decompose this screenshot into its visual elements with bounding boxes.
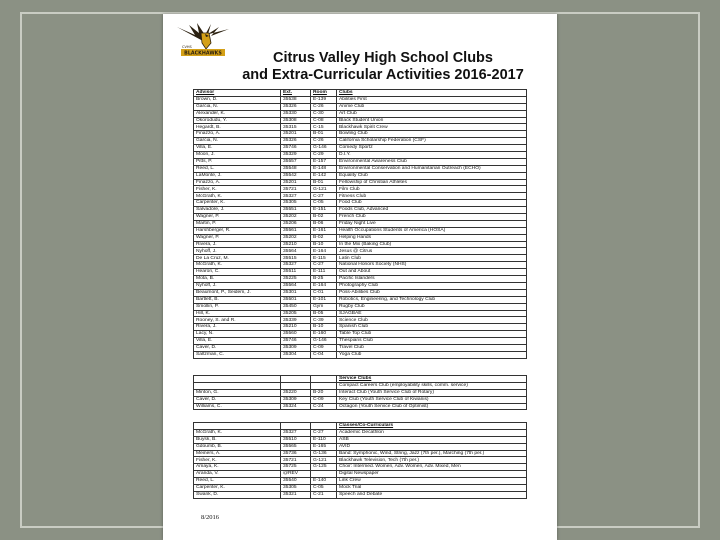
table-cell: 35225 <box>281 276 311 283</box>
table-cell: Out and About <box>337 269 527 276</box>
table-cell: Blackhawk Television, Tech (7th per.) <box>337 457 527 464</box>
table-cell: Environmental Conservation and Humanitarian Outreach (ECHO) <box>337 165 527 172</box>
hawk-wing-left <box>177 23 205 41</box>
table-cell: 35304 <box>281 351 311 358</box>
table-cell: Nyhoff, J. <box>194 282 281 289</box>
table-cell: Art Club <box>337 110 527 117</box>
table-cell: E-157 <box>311 158 337 165</box>
table-cell: Minton, G. <box>194 389 281 396</box>
table-cell: Carpenter, K. <box>194 485 281 492</box>
table-row <box>194 296 527 303</box>
table-cell: Digital Newspaper <box>337 471 527 478</box>
table-cell: Beaumont, P., Seidem, J. <box>194 289 281 296</box>
table-cell: C-26 <box>311 103 337 110</box>
table-cell: Health Occupations Students of America (HOSA) <box>337 227 527 234</box>
column-header: Advisor <box>194 90 281 97</box>
table-row <box>194 382 527 389</box>
table-cell: Salvadore, J. <box>194 207 281 214</box>
table-cell: B-05 <box>311 310 337 317</box>
table-cell: 35721 <box>281 186 311 193</box>
logo-banner-text: BLACKHAWKS <box>184 51 222 57</box>
table-row <box>194 351 527 358</box>
table-cell: Carpenter, K. <box>194 200 281 207</box>
table-cell: Hearon, C. <box>194 269 281 276</box>
table-row <box>194 214 527 221</box>
table-row <box>194 471 527 478</box>
table-cell: Rooney, S. and R. <box>194 317 281 324</box>
table-cell: 35542 <box>281 172 311 179</box>
table-cell: Speech and Debate <box>337 491 527 498</box>
table-cell: 35321 <box>281 491 311 498</box>
table-cell: E-140 <box>311 478 337 485</box>
table-row <box>194 234 527 241</box>
table-cell: E-161 <box>311 227 337 234</box>
table-cell: Amaya, K. <box>194 464 281 471</box>
table-cell: Hegardt, B. <box>194 124 281 131</box>
table-cell: Fisher, K. <box>194 186 281 193</box>
table-cell: Caver, D. <box>194 396 281 403</box>
table-cell: 35538 <box>281 96 311 103</box>
table-cell: Abilities First <box>337 96 527 103</box>
table-row <box>194 464 527 471</box>
table-cell: Buysk, B. <box>194 436 281 443</box>
table-cell: Rivera, J. <box>194 241 281 248</box>
table-cell: Environmental Awareness Club <box>337 158 527 165</box>
table-cell: Thespians Club <box>337 338 527 345</box>
table-cell: E-101 <box>311 296 337 303</box>
table-cell: Spanish Club <box>337 324 527 331</box>
table-cell: B-06 <box>311 220 337 227</box>
table-cell: 35308 <box>281 117 311 124</box>
table-cell <box>281 382 311 389</box>
table-cell: Comedy Sportz <box>337 145 527 152</box>
column-header: Service Clubs <box>337 376 527 383</box>
table-row <box>194 248 527 255</box>
table-cell: C-21 <box>311 491 337 498</box>
table-cell: B-10 <box>311 324 337 331</box>
table-cell: 35205 <box>281 310 311 317</box>
table-cell: E-139 <box>311 96 337 103</box>
table-cell: Travel Club <box>337 344 527 351</box>
table-cell: Finazzo, A. <box>194 131 281 138</box>
table-cell: Swank, D. <box>194 491 281 498</box>
table-cell: 35327 <box>281 429 311 436</box>
table-cell: Food Club <box>337 200 527 207</box>
table-row <box>194 429 527 436</box>
table-cell: Photography Club <box>337 282 527 289</box>
table-cell: 35515 <box>281 255 311 262</box>
table-cell: McGrath, K. <box>194 193 281 200</box>
table-cell: 35510 <box>281 436 311 443</box>
table-header-row <box>194 423 527 430</box>
table-cell: C-01 <box>311 289 337 296</box>
table-cell <box>194 382 281 389</box>
table-cell: Garcia, N. <box>194 103 281 110</box>
table-row <box>194 110 527 117</box>
table-row <box>194 485 527 492</box>
table-cell <box>311 471 337 478</box>
table-row <box>194 276 527 283</box>
table-cell: 35746 <box>281 145 311 152</box>
table-cell: 35305 <box>281 200 311 207</box>
document-page <box>163 14 557 540</box>
table-cell: E-165 <box>311 443 337 450</box>
table-cell: C-26 <box>311 138 337 145</box>
table-cell: Rivera, J. <box>194 324 281 331</box>
table-row <box>194 145 527 152</box>
clubs-table <box>193 89 527 359</box>
column-header <box>281 423 311 430</box>
table-row <box>194 289 527 296</box>
table-cell: G-146 <box>311 338 337 345</box>
document-title <box>233 50 533 84</box>
table-cell: ASB <box>337 436 527 443</box>
blackhawk-logo <box>175 21 231 61</box>
footer-date: 8/2016 <box>201 514 220 521</box>
table-cell: Garcia, N. <box>194 138 281 145</box>
table-cell: 35201 <box>281 131 311 138</box>
table-cell: Robotics, Engineering, and Technology Club <box>337 296 527 303</box>
table-cell: 35561 <box>281 227 311 234</box>
table-cell: B-10 <box>311 241 337 248</box>
table-cell: Lacy, N. <box>194 331 281 338</box>
table-cell: Interact Club (Youth Service Club of Rotary) <box>337 389 527 396</box>
table-cell: 35746 <box>281 338 311 345</box>
table-cell: Alexander, K. <box>194 110 281 117</box>
table-cell: 35309 <box>281 396 311 403</box>
table-row <box>194 158 527 165</box>
title-line-1: Citrus Valley High School Clubs <box>273 50 493 66</box>
table-cell: 35305 <box>281 485 311 492</box>
table-cell: Smollin, P. <box>194 303 281 310</box>
table-row <box>194 96 527 103</box>
table-cell: C-27 <box>311 262 337 269</box>
table-header-row <box>194 376 527 383</box>
table-cell: C-09 <box>311 344 337 351</box>
table-cell: C-39 <box>311 317 337 324</box>
table-cell: 35560 <box>281 331 311 338</box>
table-row <box>194 282 527 289</box>
table-cell: 35551 <box>281 207 311 214</box>
table-cell: C-30 <box>311 110 337 117</box>
table-cell: Reed, L. <box>194 478 281 485</box>
table-cell: Villa, E. <box>194 145 281 152</box>
table-cell: Octagon (Youth Service Club of Optimist) <box>337 403 527 410</box>
table-cell: E-160 <box>311 331 337 338</box>
table-cell: Pacific Islanders <box>337 276 527 283</box>
table-cell: 35202 <box>281 234 311 241</box>
table-cell: D.I.Y. <box>337 152 527 159</box>
table-cell: Finazzo, A. <box>194 179 281 186</box>
table-cell: Compact Careers Club (employability skills, comm. service) <box>337 382 527 389</box>
table-cell: C-05 <box>311 485 337 492</box>
table-cell: E-115 <box>311 255 337 262</box>
table-row <box>194 227 527 234</box>
table-cell: B-25 <box>311 276 337 283</box>
table-row <box>194 269 527 276</box>
table-cell: Gym <box>311 303 337 310</box>
table-row <box>194 255 527 262</box>
table-cell: Foods Club, Advanced <box>337 207 527 214</box>
table-row <box>194 478 527 485</box>
table-cell: G-121 <box>311 186 337 193</box>
table-cell: Pitts, P. <box>194 158 281 165</box>
table-cell: 35339 <box>281 317 311 324</box>
table-cell: McGrath, K. <box>194 262 281 269</box>
table-cell: 35548 <box>281 165 311 172</box>
table-cell: 35540 <box>281 478 311 485</box>
service-clubs-table <box>193 375 527 410</box>
table-cell: 35721 <box>281 457 311 464</box>
table-cell: 35725 <box>281 464 311 471</box>
table-row <box>194 172 527 179</box>
table-cell: Reed, L. <box>194 165 281 172</box>
table-cell: Fellowship of Christian Athletes <box>337 179 527 186</box>
table-cell: Bartlett, B. <box>194 296 281 303</box>
table-cell: C-04 <box>311 351 337 358</box>
table-cell: Anime Club <box>337 103 527 110</box>
table-cell: 35324 <box>281 403 311 410</box>
table-row <box>194 491 527 498</box>
table-cell: Link Crew <box>337 478 527 485</box>
table-cell: C-05 <box>311 200 337 207</box>
table-cell: E-164 <box>311 282 337 289</box>
table-cell: Martin, P. <box>194 220 281 227</box>
table-cell: 35210 <box>281 324 311 331</box>
table-row <box>194 338 527 345</box>
table-cell: Aranda, V. <box>194 471 281 478</box>
table-cell: French Club <box>337 214 527 221</box>
table-cell: Blackhawk Spirit Crew <box>337 124 527 131</box>
table-header-row <box>194 90 527 97</box>
table-cell: 35501 <box>281 296 311 303</box>
column-header <box>311 423 337 430</box>
table-row <box>194 303 527 310</box>
table-cell: 35565 <box>281 443 311 450</box>
table-row <box>194 262 527 269</box>
table-row <box>194 124 527 131</box>
table-row <box>194 396 527 403</box>
table-cell: Yoga Club <box>337 351 527 358</box>
title-line-2: and Extra-Curricular Activities 2016-2017 <box>242 67 524 83</box>
table-cell: Hill, K. <box>194 310 281 317</box>
table-row <box>194 103 527 110</box>
table-cell: 35736 <box>281 450 311 457</box>
table-cell: Helping Hands <box>337 234 527 241</box>
table-cell: De La Cruz, M. <box>194 255 281 262</box>
table-cell: 35327 <box>281 262 311 269</box>
table-cell: Villa, E. <box>194 338 281 345</box>
table-row <box>194 186 527 193</box>
table-cell: C-29 <box>311 152 337 159</box>
table-cell: 35511 <box>281 269 311 276</box>
table-row <box>194 152 527 159</box>
table-cell: Nyhoff, J. <box>194 248 281 255</box>
table-cell: Film Club <box>337 186 527 193</box>
table-cell: Okorodudu, Y. <box>194 117 281 124</box>
table-cell: 35450 <box>281 303 311 310</box>
table-cell: 35329 <box>281 152 311 159</box>
table-cell: E-164 <box>311 248 337 255</box>
table-cell: B-02 <box>311 214 337 221</box>
table-cell: Caver, D. <box>194 344 281 351</box>
table-cell: Harshberger, R. <box>194 227 281 234</box>
table-cell: C-24 <box>311 403 337 410</box>
table-cell: 35315 <box>281 124 311 131</box>
column-header <box>194 423 281 430</box>
table-cell: 35210 <box>281 241 311 248</box>
table-cell: 35557 <box>281 158 311 165</box>
table-cell: B-02 <box>311 234 337 241</box>
table-cell: Bowling Club <box>337 131 527 138</box>
table-row <box>194 310 527 317</box>
table-cell: McGrath, K. <box>194 429 281 436</box>
table-cell: Latin Club <box>337 255 527 262</box>
table-row <box>194 436 527 443</box>
table-row <box>194 403 527 410</box>
table-row <box>194 450 527 457</box>
table-row <box>194 443 527 450</box>
table-cell: LaMonte, J. <box>194 172 281 179</box>
table-cell: Key Club (Youth Service Club of Kiwanis) <box>337 396 527 403</box>
table-row <box>194 317 527 324</box>
table-cell: Moon, J. <box>194 152 281 159</box>
table-cell: G-146 <box>311 145 337 152</box>
table-cell: Meiners, A. <box>194 450 281 457</box>
table-cell: 35564 <box>281 282 311 289</box>
table-row <box>194 457 527 464</box>
table-row <box>194 220 527 227</box>
table-row <box>194 193 527 200</box>
table-cell: 35201 <box>281 179 311 186</box>
logo-small-text: CVHS <box>182 45 192 49</box>
table-cell: Gdoumb, B. <box>194 443 281 450</box>
table-cell: 35327 <box>281 193 311 200</box>
table-row <box>194 179 527 186</box>
table-cell: G-125 <box>311 464 337 471</box>
table-cell: C-09 <box>311 396 337 403</box>
table-cell: Choir: Intermed. Women, Adv. Women, Adv. Mixed, Men <box>337 464 527 471</box>
table-cell: B-01 <box>311 131 337 138</box>
table-cell: C-27 <box>311 193 337 200</box>
table-cell: Mock Trial <box>337 485 527 492</box>
table-row <box>194 324 527 331</box>
table-cell: SJAGBAE <box>337 310 527 317</box>
table-cell: C-15 <box>311 124 337 131</box>
table-cell: B-01 <box>311 179 337 186</box>
table-cell: E-148 <box>311 165 337 172</box>
table-cell: California Scholarship Federation (CSF) <box>337 138 527 145</box>
column-header <box>311 376 337 383</box>
table-cell: Black Student Union <box>337 117 527 124</box>
table-cell: AVID <box>337 443 527 450</box>
table-cell: E-142 <box>311 172 337 179</box>
table-row <box>194 241 527 248</box>
table-cell <box>311 382 337 389</box>
table-cell: E-110 <box>311 436 337 443</box>
table-cell: C-08 <box>311 117 337 124</box>
table-cell: Wagner, P. <box>194 214 281 221</box>
table-row <box>194 200 527 207</box>
table-cell: E-151 <box>311 207 337 214</box>
table-cell: Table Top Club <box>337 331 527 338</box>
column-header: Room <box>311 90 337 97</box>
table-cell: 35220 <box>281 389 311 396</box>
column-header: Clubs <box>337 90 527 97</box>
table-cell: 35564 <box>281 248 311 255</box>
table-cell: Friday Night Live <box>337 220 527 227</box>
column-header: Classes/Co-Curriculars <box>337 423 527 430</box>
table-cell: Science Club <box>337 317 527 324</box>
table-cell: Jesus @ Citrus <box>337 248 527 255</box>
table-row <box>194 344 527 351</box>
table-row <box>194 131 527 138</box>
table-cell: Band: Symphonic, Wind, String, Jazz (7th per.), Marching (7th per.) <box>337 450 527 457</box>
column-header <box>194 376 281 383</box>
column-header <box>281 376 311 383</box>
table-cell: @REV <box>281 471 311 478</box>
table-row <box>194 165 527 172</box>
table-cell: 35326 <box>281 138 311 145</box>
table-cell: 35301 <box>281 289 311 296</box>
table-cell: 35330 <box>281 110 311 117</box>
table-row <box>194 389 527 396</box>
table-cell: Equality Club <box>337 172 527 179</box>
column-header: Ext. <box>281 90 311 97</box>
table-cell: Wagner, P. <box>194 234 281 241</box>
table-cell: 35326 <box>281 103 311 110</box>
table-cell: Fitness Club <box>337 193 527 200</box>
table-row <box>194 138 527 145</box>
table-cell: G-136 <box>311 450 337 457</box>
table-cell: B-20 <box>311 389 337 396</box>
table-cell: 35206 <box>281 220 311 227</box>
table-cell: In the Mix (Baking Club) <box>337 241 527 248</box>
table-cell: Brown, D. <box>194 96 281 103</box>
table-cell: G-121 <box>311 457 337 464</box>
table-cell: E-111 <box>311 269 337 276</box>
table-cell: National Honors Society (NHS) <box>337 262 527 269</box>
table-cell: Saltzman, C. <box>194 351 281 358</box>
table-cell: Williams, C. <box>194 403 281 410</box>
table-cell: Poss-Abilities Club <box>337 289 527 296</box>
table-cell: Fisher, K. <box>194 457 281 464</box>
table-row <box>194 117 527 124</box>
classes-table <box>193 422 527 499</box>
table-cell: Rugby Club <box>337 303 527 310</box>
table-cell: Mota, B. <box>194 276 281 283</box>
table-cell: 35309 <box>281 344 311 351</box>
table-cell: Academic Decathlon <box>337 429 527 436</box>
table-row <box>194 331 527 338</box>
table-cell: C-27 <box>311 429 337 436</box>
table-row <box>194 207 527 214</box>
table-cell: 35202 <box>281 214 311 221</box>
